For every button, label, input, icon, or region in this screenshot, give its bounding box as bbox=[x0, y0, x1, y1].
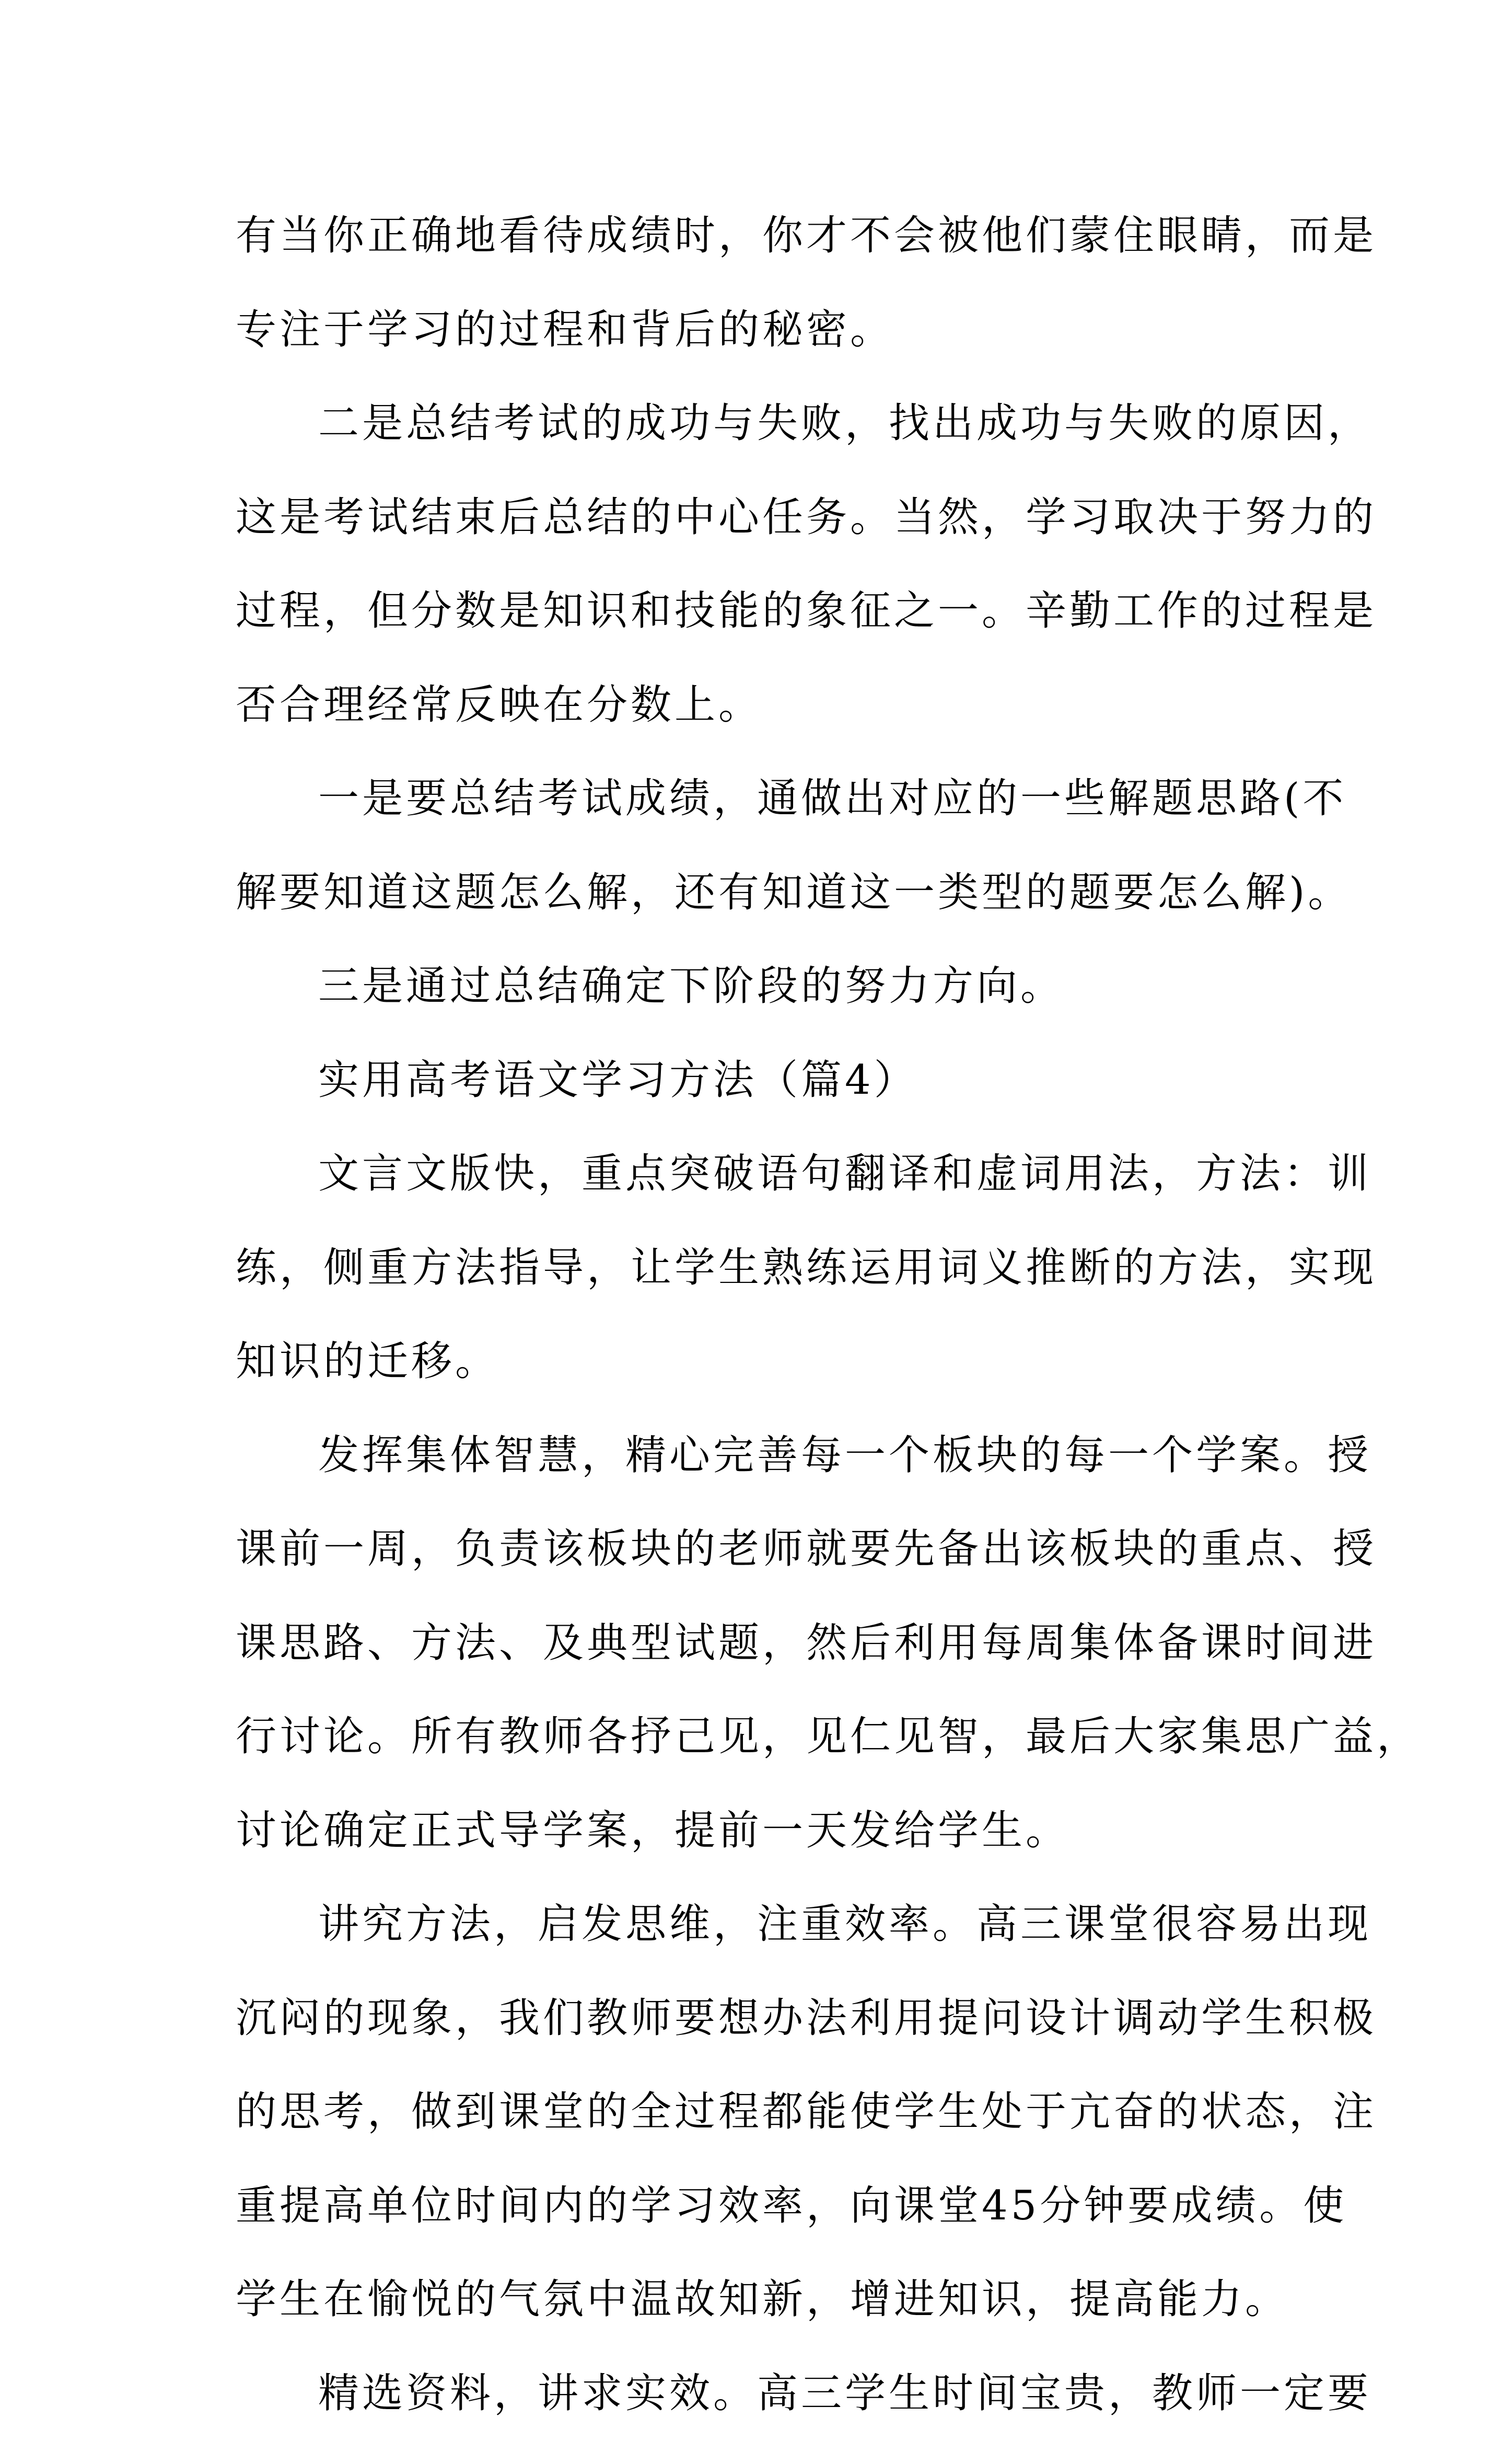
text-line: 的思考，做到课堂的全过程都能使学生处于亢奋的状态，注 bbox=[236, 2078, 1312, 2172]
text-line: 知识的迁移。 bbox=[236, 1327, 1312, 1421]
text-line: 沉闷的现象，我们教师要想办法利用提问设计调动学生积极 bbox=[236, 1984, 1312, 2078]
text-line: 这是考试结束后总结的中心任务。当然，学习取决于努力的 bbox=[236, 483, 1312, 577]
text-line: 解要知道这题怎么解，还有知道这一类型的题要怎么解)。 bbox=[236, 859, 1312, 953]
text-line: 重提高单位时间内的学习效率，向课堂45分钟要成绩。使 bbox=[236, 2172, 1312, 2266]
text-line: 专注于学习的过程和背后的秘密。 bbox=[236, 296, 1312, 390]
text-line: 否合理经常反映在分数上。 bbox=[236, 671, 1312, 765]
text-line: 精选资料，讲求实效。高三学生时间宝贵，教师一定要 bbox=[236, 2359, 1312, 2453]
text-line: 三是通过总结确定下阶段的努力方向。 bbox=[236, 952, 1312, 1046]
text-line: 课思路、方法、及典型试题，然后利用每周集体备课时间进 bbox=[236, 1609, 1312, 1703]
text-line: 学生在愉悦的气氛中温故知新，增进知识，提高能力。 bbox=[236, 2265, 1312, 2359]
section-heading: 实用高考语文学习方法（篇4） bbox=[236, 1046, 1312, 1140]
text-line: 一是要总结考试成绩，通做出对应的一些解题思路(不 bbox=[236, 765, 1312, 859]
text-line: 讨论确定正式导学案，提前一天发给学生。 bbox=[236, 1797, 1312, 1891]
text-line: 课前一周，负责该板块的老师就要先备出该板块的重点、授 bbox=[236, 1515, 1312, 1609]
text-line: 讲究方法，启发思维，注重效率。高三课堂很容易出现 bbox=[236, 1890, 1312, 1984]
text-line: 发挥集体智慧，精心完善每一个板块的每一个学案。授 bbox=[236, 1421, 1312, 1515]
text-line: 文言文版快，重点突破语句翻译和虚词用法，方法：训 bbox=[236, 1140, 1312, 1234]
text-line: 有当你正确地看待成绩时，你才不会被他们蒙住眼睛，而是 bbox=[236, 202, 1312, 296]
text-line: 行讨论。所有教师各抒己见，见仁见智，最后大家集思广益， bbox=[236, 1703, 1312, 1797]
text-line: 练，侧重方法指导，让学生熟练运用词义推断的方法，实现 bbox=[236, 1234, 1312, 1328]
text-line: 过程，但分数是知识和技能的象征之一。辛勤工作的过程是 bbox=[236, 577, 1312, 671]
text-line: 二是总结考试的成功与失败，找出成功与失败的原因， bbox=[236, 389, 1312, 483]
document-body bbox=[236, 202, 1312, 2453]
